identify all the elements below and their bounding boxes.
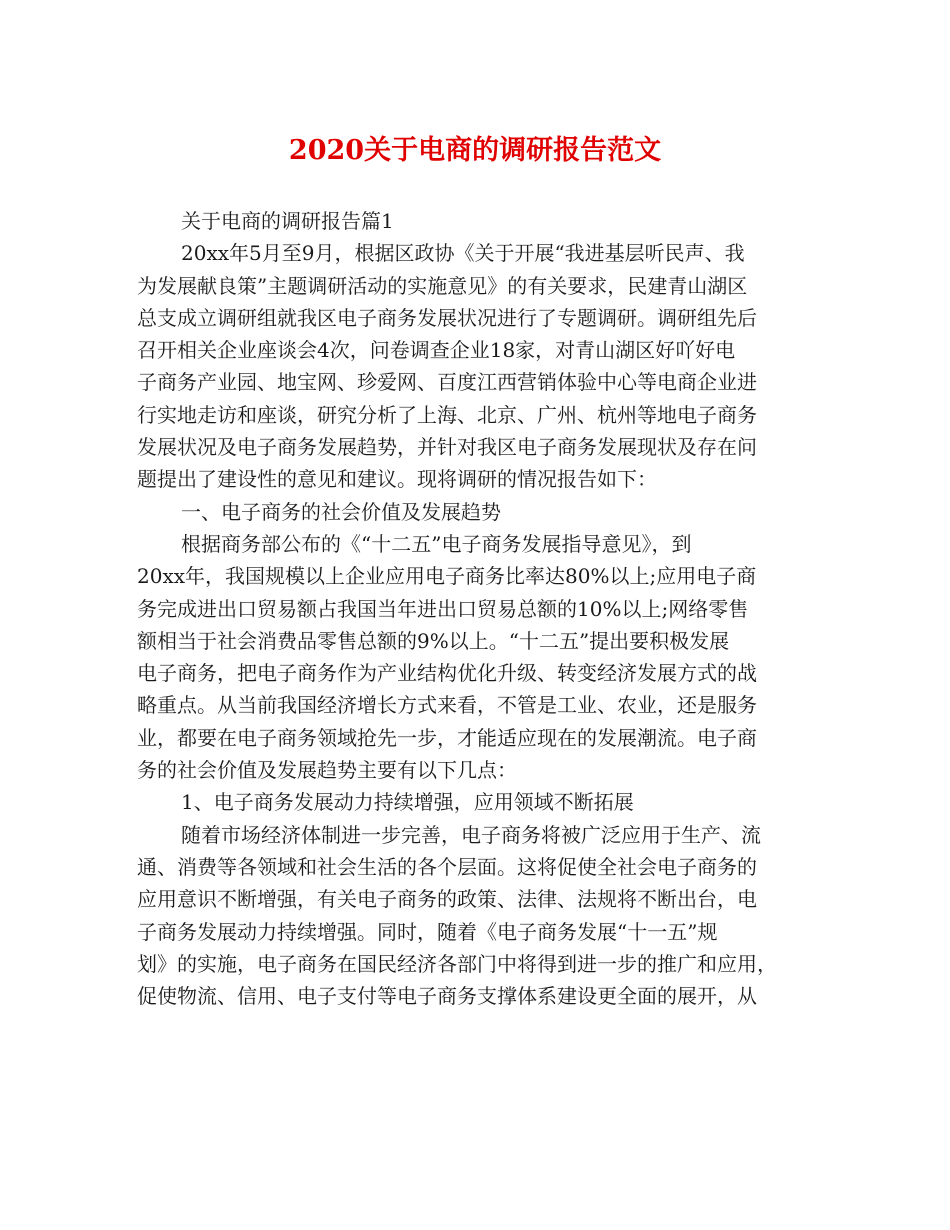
text-line: 业，都要在电子商务领域抢先一步，才能适应现在的发展潮流。电子商 xyxy=(137,725,757,750)
text-line: 电子商务，把电子商务作为产业结构优化升级、转变经济发展方式的战 xyxy=(137,661,757,686)
text-line: 子商务发展动力持续增强。同时，随着《电子商务发展“十一五”规 xyxy=(137,919,718,944)
text-line: 略重点。从当前我国经济增长方式来看，不管是工业、农业，还是服务 xyxy=(137,693,757,718)
text-line: 关于电商的调研报告篇1 xyxy=(181,209,394,233)
text-line: 根据商务部公布的《“十二五”电子商务发展指导意见》，到 xyxy=(181,531,692,556)
text-line: 行实地走访和座谈，研究分析了上海、北京、广州、杭州等地电子商务 xyxy=(137,402,757,427)
document-body xyxy=(137,205,817,1012)
text-line: 1、电子商务发展动力持续增强，应用领域不断拓展 xyxy=(181,790,634,815)
text-line: 召开相关企业座谈会4次，问卷调查企业18家，对青山湖区好吖好电 xyxy=(137,338,736,363)
text-line: 额相当于社会消费品零售总额的9%以上。“十二五”提出要积极发展 xyxy=(137,628,730,653)
text-line: 题提出了建设性的意见和建议。现将调研的情况报告如下： xyxy=(137,467,657,492)
text-line: 划》的实施，电子商务在国民经济各部门中将得到进一步的推广和应用， xyxy=(137,951,777,976)
text-line: 20xx年5月至9月，根据区政协《关于开展“我进基层听民声、我 xyxy=(181,241,745,266)
text-line: 务的社会价值及发展趋势主要有以下几点： xyxy=(137,758,517,783)
text-line: 通、消费等各领域和社会生活的各个层面。这将促使全社会电子商务的 xyxy=(137,854,757,879)
document-title: 2020关于电商的调研报告范文 xyxy=(288,135,662,166)
text-line: 随着市场经济体制进一步完善，电子商务将被广泛应用于生产、流 xyxy=(181,822,761,847)
text-line: 为发展献良策”主题调研活动的实施意见》的有关要求，民建青山湖区 xyxy=(137,273,748,298)
text-line: 促使物流、信用、电子支付等电子商务支撑体系建设更全面的展开，从 xyxy=(137,984,757,1009)
text-line: 发展状况及电子商务发展趋势，并针对我区电子商务发展现状及存在问 xyxy=(137,435,757,460)
text-line: 一、电子商务的社会价值及发展趋势 xyxy=(181,499,501,524)
text-line: 务完成进出口贸易额占我国当年进出口贸易总额的10%以上;网络零售 xyxy=(137,596,749,621)
text-line: 子商务产业园、地宝网、珍爱网、百度江西营销体验中心等电商企业进 xyxy=(137,370,757,395)
text-line: 总支成立调研组就我区电子商务发展状况进行了专题调研。调研组先后 xyxy=(137,305,757,330)
text-line: 20xx年，我国规模以上企业应用电子商务比率达80%以上;应用电子商 xyxy=(137,564,757,589)
text-line: 应用意识不断增强，有关电子商务的政策、法律、法规将不断出台，电 xyxy=(137,887,757,912)
